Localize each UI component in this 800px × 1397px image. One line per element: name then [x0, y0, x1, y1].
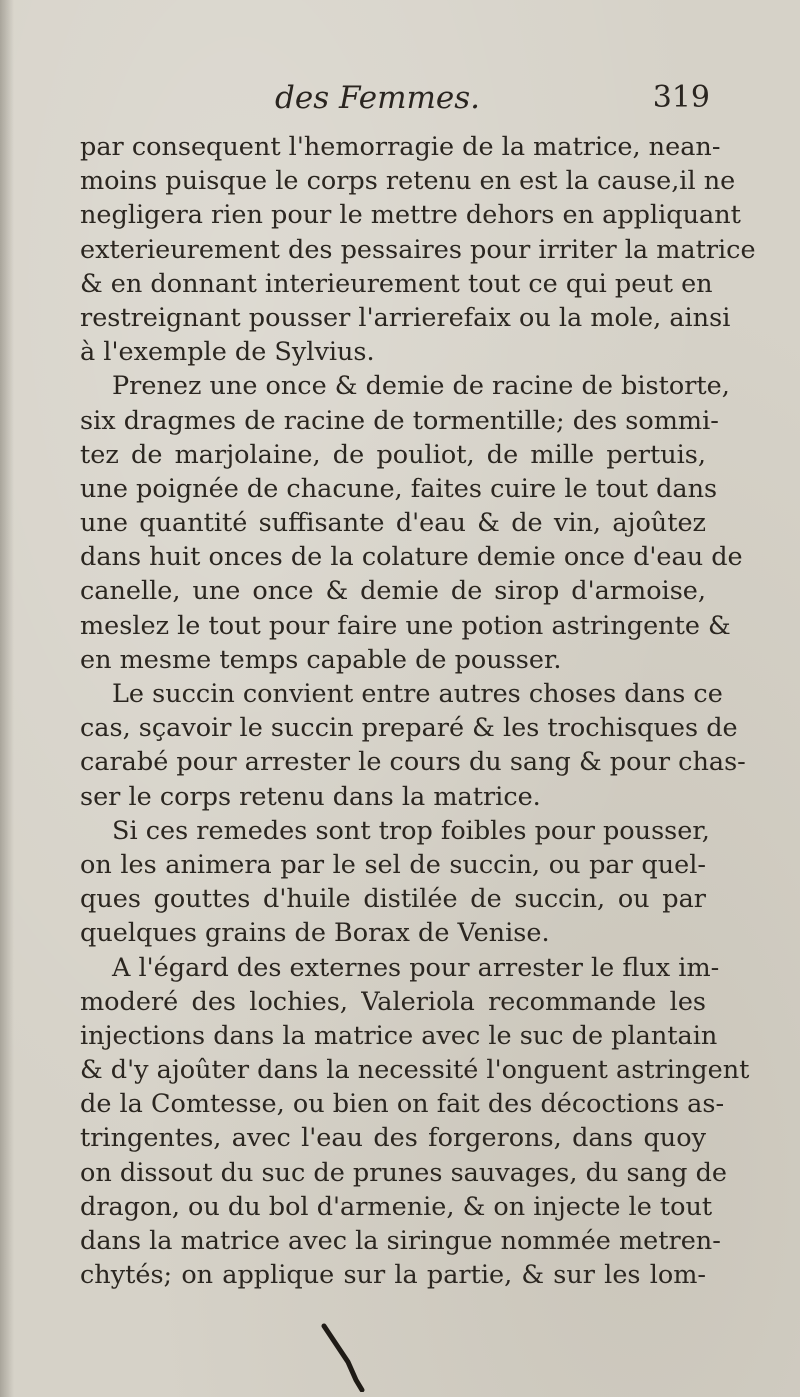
text-line: exterieurement des pessaires pour irriter la matrice	[80, 234, 756, 265]
text-line: meslez le tout pour faire une potion astringente &	[80, 610, 731, 641]
text-line: ques gouttes d'huile distilée de succin, ou par	[80, 884, 706, 915]
paragraph-start-line: Si ces remedes sont trop foibles pour pousser,	[112, 815, 710, 846]
text-line: six dragmes de racine de tormentille; des sommi-	[80, 405, 719, 436]
text-line: dragon, ou du bol d'armenie, & on injecte le tout	[80, 1191, 713, 1222]
paragraph-start-line: A l'égard des externes pour arrester le flux im-	[112, 952, 720, 983]
text-line: dans huit onces de la colature demie once d'eau de	[80, 542, 743, 573]
text-line: une quantité suffisante d'eau & de vin, ajoûtez	[80, 508, 706, 539]
running-head	[80, 80, 710, 124]
text-line: negligera rien pour le mettre dehors en appliquant	[80, 200, 741, 231]
text-line: quelques grains de Borax de Venise.	[80, 918, 550, 949]
paragraph-start-line: Prenez une once & demie de racine de bistorte,	[112, 371, 730, 402]
text-line: restreignant pousser l'arrierefaix ou la mole, ainsi	[80, 302, 731, 333]
text-line: cas, sçavoir le succin preparé & les trochisques de	[80, 713, 738, 744]
running-title: des Femmes.	[275, 80, 481, 116]
text-line: en mesme temps capable de pousser.	[80, 644, 562, 675]
text-line: on dissout du suc de prunes sauvages, du sang de	[80, 1157, 728, 1188]
text-line: une poignée de chacune, faites cuire le tout dans	[80, 473, 718, 504]
paragraph-start-line: Le succin convient entre autres choses dans ce	[112, 679, 723, 709]
text-line: carabé pour arrester le cours du sang & pour chas-	[80, 747, 746, 778]
text-line: tringentes, avec l'eau des forgerons, dans quoy	[80, 1123, 706, 1154]
text-line: canelle, une once & demie de sirop d'armoise,	[80, 576, 706, 607]
text-line: par consequent l'hemorragie de la matrice, nean-	[80, 132, 721, 162]
text-line: dans la matrice avec la siringue nommée metren-	[80, 1226, 721, 1256]
text-line: injections dans la matrice avec le suc de plantain	[80, 1020, 718, 1051]
text-line: à l'exemple de Sylvius.	[80, 337, 375, 368]
text-line: on les animera par le sel de succin, ou par quel-	[80, 849, 706, 880]
text-line: & en donnant interieurement tout ce qui peut en	[80, 268, 713, 299]
text-line: chytés; on applique sur la partie, & sur les lom-	[80, 1260, 706, 1291]
ink-stroke-mark	[318, 1322, 378, 1392]
text-line: ser le corps retenu dans la matrice.	[80, 781, 541, 812]
page-gutter-shadow	[0, 0, 14, 1397]
text-line: & d'y ajoûter dans la necessité l'onguent astringent	[80, 1055, 750, 1086]
text-line: de la Comtesse, ou bien on fait des décoctions as-	[80, 1089, 725, 1120]
text-line: tez de marjolaine, de pouliot, de mille pertuis,	[80, 439, 706, 470]
body-text	[80, 130, 756, 1292]
page-number: 319	[652, 80, 710, 115]
text-line: moins puisque le corps retenu en est la cause,il ne	[80, 166, 736, 197]
text-line: moderé des lochies, Valeriola recommande les	[80, 986, 706, 1017]
